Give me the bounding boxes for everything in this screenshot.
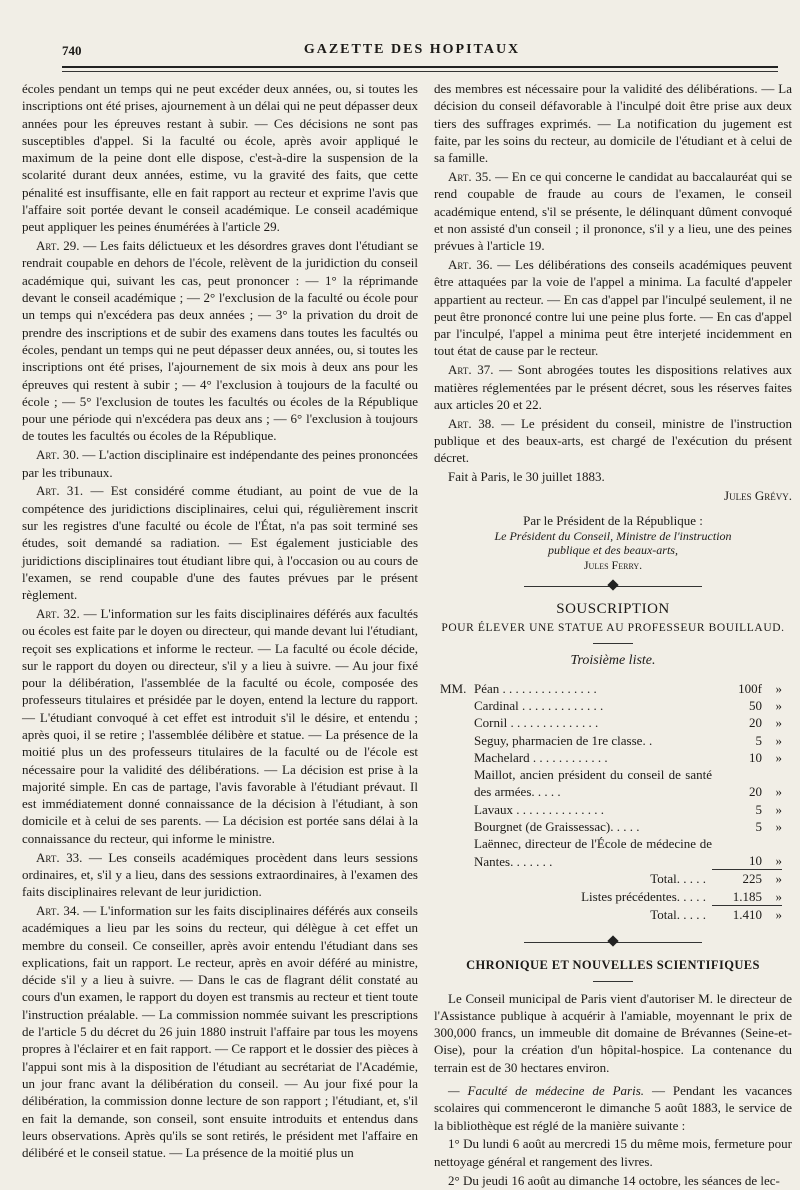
president-signature: Jules Grévy. bbox=[724, 487, 792, 503]
article-label: Art. 37. bbox=[448, 362, 494, 378]
right-column bbox=[434, 80, 792, 1190]
chronicle-paragraph: 2° Du jeudi 16 août au dimanche 14 octobre, les séances de lec- bbox=[448, 1172, 780, 1188]
subscription-table bbox=[440, 680, 782, 924]
short-rule bbox=[593, 643, 633, 644]
amount-mark: » bbox=[775, 784, 782, 800]
header-rule-thick bbox=[62, 66, 778, 68]
minister-title-line: publique et des beaux-arts, bbox=[548, 543, 678, 558]
article-text: — L'action disciplinaire est indépendante des peines prononcées par les tribunaux. bbox=[22, 447, 418, 480]
subscription-row bbox=[440, 766, 782, 801]
minister-title-line: Le Président du Conseil, Ministre de l'instruction bbox=[494, 529, 732, 544]
article-text: écoles pendant un temps qui ne peut excéder deux années, ou, si toutes les inscriptions ont été prises, ajournement à un délai qui ne peut dépasser deux années pour les épreuves restant à subir. — Ces décisions ne sont pas susceptibles d'appel. Si la faculté ou école, après avoir appliqué le maximum de la peine dont elle dispose, c'est-à-dire la suspension de la scolarité durant deux années, estime, vu la gravité des faits, que cette pénalité est insuffisante, elle en fait rapport au recteur et exprime l'avis que l'affaire soit portée devant le conseil académique. Le conseil académique peut appliquer les peines énumérées à l'article 29. bbox=[22, 81, 418, 235]
amount-mark: » bbox=[775, 732, 782, 748]
amount-mark: » bbox=[775, 818, 782, 834]
subscription-row bbox=[440, 835, 782, 870]
minister-signature: Jules Ferry. bbox=[583, 558, 643, 573]
subscription-row bbox=[440, 749, 782, 766]
by-president-line: Par le Président de la République : bbox=[523, 513, 703, 529]
chronicle-paragraph: Le Conseil municipal de Paris vient d'autoriser M. le directeur de l'Assistance publique à acquérir à l'amiable, moyennant le prix de 300,000 francs, un immeuble dit domaine de Brévannes (Seine-et-Oise), pour la création d'un hôpital-hospice. La contenance du terrain est de 30 hectares environ. bbox=[434, 990, 792, 1075]
journal-title: GAZETTE DES HOPITAUX bbox=[303, 42, 521, 57]
article-text: — Les faits délictueux et les désordres graves dont l'étudiant se rendrait coupable en dehors de l'école, relèvent de la juridiction du conseil académique qui, suivant les cas, peut prononcer : — 1° la réprimande devant le conseil académique ; — 2° l'exclusion de la faculté ou école pour un temps qui n'excédera pas deux années ; — 3° la privation du droit de prendre des inscriptions et de subir des examens dans toutes les facultés ou écoles, pendant un temps qui ne peut dépasser deux années, ou, si toutes les inscriptions ont été prises, l'ajournement de six mois à deux ans pour les épreuves qui restent à subir ; — 4° l'exclusion à toujours de la faculté ou école ; — 5° l'exclusion de toutes les facultés ou écoles de la République pour une période qui n'excédera pas deux ans ; — 6° l'exclusion à toujours de toutes les facultés ou écoles de la République. bbox=[22, 238, 418, 444]
subscription-amount: 20 bbox=[749, 715, 762, 731]
decree-paragraph bbox=[434, 168, 792, 254]
subscriber-name: Péan . . . . . . . . . . . . . . . bbox=[474, 680, 597, 696]
subscriber-name: Cornil . . . . . . . . . . . . . . bbox=[474, 715, 599, 731]
subscriber-name: Maillot, ancien président du conseil de santé des armées. . . . . bbox=[474, 767, 712, 800]
total-row: Total. . . . . 225 » bbox=[650, 871, 782, 887]
subscription-amount: 20 bbox=[749, 784, 762, 800]
decree-paragraph bbox=[22, 902, 418, 1161]
article-label: Art. 29. bbox=[36, 238, 80, 254]
page-number: 740 bbox=[62, 43, 82, 58]
left-column bbox=[22, 80, 418, 1163]
amount-mark: » bbox=[775, 801, 782, 817]
decree-dateline: Fait à Paris, le 30 juillet 1883. bbox=[448, 469, 605, 485]
amount-mark: » bbox=[775, 715, 782, 731]
honorific-prefix: MM. bbox=[440, 680, 467, 696]
chronicle-paragraph: 1° Du lundi 6 août au mercredi 15 du même mois, fermeture pour nettoyage général et rangement des livres. bbox=[434, 1136, 792, 1169]
article-label: Art. 38. bbox=[448, 415, 495, 431]
decree-paragraph bbox=[22, 80, 418, 236]
amount-mark: » bbox=[775, 749, 782, 765]
decree-paragraph bbox=[434, 256, 792, 360]
decree-paragraph bbox=[22, 237, 418, 445]
list-title: Troisième liste. bbox=[570, 653, 656, 669]
subscription-heading: SOUSCRIPTION bbox=[556, 600, 670, 617]
article-label: Art. 34. bbox=[36, 902, 80, 918]
subscription-row bbox=[440, 697, 782, 714]
previous-lists-row: Listes précédentes. . . . . 1.185 » bbox=[581, 888, 782, 905]
article-text: — Sont abrogées toutes les dispositions relatives aux matières réglementées par le présent décret, sous les réserves faites aux articles 20 et 22. bbox=[434, 362, 792, 412]
page-header bbox=[62, 40, 762, 62]
article-label: Art. 35. bbox=[448, 168, 492, 184]
subscription-amount: 10 bbox=[749, 749, 762, 765]
decree-paragraph bbox=[22, 849, 418, 901]
article-text: — L'information sur les faits disciplinaires déférés aux conseils académiques a lieu par les soins du recteur, qui délègue à cet effet un membre du conseil. Ce conseiller, après avoir entendu l'étudiant dans ses explications, fait un rapport. Le recteur, après en avoir déféré au ministre, décide s'il y a lieu à suivre. — Dans le cas de flagrant délit constaté au cours d'un examen, le rapport du doyen est transmis au recteur et tient toute l'instruction préalable. — La commission nommée suivant les prescriptions de l'article 5 du décret du 26 juin 1880 instruit l'affaire par tous les moyens propres à l'éclairer et en fait rapport. — Ce rapport et le dossier des pièces à l'appui sont mis à la disposition de l'étudiant au secrétariat de l'Académie, un jour franc avant la délibération du conseil. — Au jour fixé pour la délibération, la commission donne lecture de son rapport ; l'étudiant, et, s'il en fait la demande, son conseil, sont ensuite introduits et entendus dans leurs observations. Après qu'ils se sont retirés, le président met l'affaire en délibéré et le conseil statue. — La présence de la moitié plus un bbox=[22, 902, 418, 1161]
article-text: — Est considéré comme étudiant, au point de vue de la compétence des juridictions disciplinaires, celui qui, régulièrement inscrit sur les registres d'une faculté ou école de l'État, n'a pas soit terminé ses études, soit demandé sa radiation. — Est également justiciable des juridictions disciplinaires tout étudiant libre qui, à l'occasion ou au cours de l'examen, se rend coupable d'une des fautes prévues par le présent règlement. bbox=[22, 483, 418, 603]
decree-paragraph bbox=[434, 361, 792, 413]
amount-mark: » bbox=[775, 697, 782, 713]
subscription-amount: 10 bbox=[749, 853, 762, 869]
chronicle-subhead: — Faculté de médecine de Paris. bbox=[448, 1083, 645, 1099]
article-label: Art. 33. bbox=[36, 849, 83, 865]
header-rule-thin bbox=[62, 71, 778, 72]
subscription-row bbox=[440, 732, 782, 749]
amount-mark: » bbox=[775, 680, 782, 696]
article-text: — Les conseils académiques procèdent dans leurs sessions ordinaires, et, s'il y a lieu, dans des sessions extraordinaires, à l'examen des faits disciplinaires relevant de leur juridiction. bbox=[22, 849, 418, 900]
article-text: — L'information sur les faits disciplinaires déférés aux facultés ou écoles est faite par le doyen ou directeur, qui mande devant lui l'étudiant, reçoit ses explications et informe le recteur. — La faculté ou école décide, sur le rapport du doyen ou directeur, s'il y a lieu à suivre. — Au jour fixé pour la délibération, l'assemblée de la faculté ou école, composée des professeurs titulaires et présidée par le doyen, entend la lecture du rapport. — L'étudiant convoqué à cet effet est introduit s'il le désire, et entendu ; après quoi, il se retire ; l'assemblée délibère et statue. — La présence de la moitié plus un des professeurs titulaires de la faculté ou de l'école est nécessaire pour la validité des délibérations. — La décision est prise à la majorité simple. En cas de partage, l'avis favorable à l'étudiant prévaut. Il est immédiatement donné connaissance de la décision à l'étudiant, à son domicile et à celui de ses parents. — La décision est portée sans délai à la connaissance du recteur, qui informe le ministre. bbox=[22, 605, 419, 846]
subscriber-name: Seguy, pharmacien de 1re classe. . bbox=[474, 732, 653, 748]
subscription-row bbox=[440, 714, 782, 731]
subscription-row bbox=[440, 680, 782, 697]
subscription-subheading: POUR ÉLEVER UNE STATUE AU PROFESSEUR BOUILLAUD. bbox=[441, 622, 785, 635]
article-text: — En ce qui concerne le candidat au baccalauréat qui se rend coupable de fraude au cours de l'examen, le conseil académique entend, s'il se présente, le délinquant dûment convoqué et non assisté d'un conseil ; il prononce, s'il y a lieu, une des peines prévues à l'article 19. bbox=[434, 168, 792, 254]
ornamental-divider bbox=[434, 935, 792, 949]
article-label: Art. 36. bbox=[448, 256, 493, 272]
chronicle-heading: CHRONIQUE ET NOUVELLES SCIENTIFIQUES bbox=[466, 958, 760, 973]
decree-paragraph bbox=[434, 415, 792, 467]
decree-paragraph bbox=[22, 605, 418, 847]
subscription-amount: 100f bbox=[738, 680, 762, 696]
subscriber-name: Laënnec, directeur de l'École de médecine de Nantes. . . . . . . bbox=[474, 836, 712, 869]
subscription-row bbox=[440, 801, 782, 818]
subscriber-name: Machelard . . . . . . . . . . . . bbox=[474, 749, 608, 765]
subscription-amount: 50 bbox=[749, 697, 762, 713]
ornamental-divider bbox=[434, 579, 792, 593]
grand-total-row: Total. . . . . 1.410 » bbox=[650, 906, 782, 922]
subscriber-name: Cardinal . . . . . . . . . . . . . bbox=[474, 697, 604, 713]
decree-paragraph bbox=[22, 446, 418, 481]
amount-mark: » bbox=[775, 853, 782, 869]
short-rule bbox=[593, 981, 633, 982]
subscription-amount: 5 bbox=[755, 818, 762, 834]
article-text: — Les délibérations des conseils académiques peuvent être attaquées par la voie de l'appel a minima. La faculté d'appeler appartient au recteur. — En cas d'appel par l'inculpé seulement, il ne peut être prononcé contre lui une peine plus forte. — En cas d'appel par l'inculpé, l'appel a minima peut être interjeté incidemment en tout état de cause par le recteur. bbox=[434, 256, 792, 359]
chronicle-paragraph bbox=[434, 1082, 792, 1134]
subscriber-name: Bourgnet (de Graissessac). . . . . bbox=[474, 818, 640, 834]
subscription-row bbox=[440, 818, 782, 835]
article-label: Art. 31. bbox=[36, 483, 84, 499]
subscription-amount: 5 bbox=[755, 801, 762, 817]
chronicle-text: — Pendant les vacances scolaires qui commenceront le dimanche 5 août 1883, le service de la bibliothèque est réglé de la manière suivante : bbox=[434, 1083, 793, 1133]
subscription-amount: 5 bbox=[755, 732, 762, 748]
decree-paragraph bbox=[22, 482, 418, 603]
decree-continuation: des membres est nécessaire pour la validité des délibérations. — La décision du conseil défavorable à l'inculpé doit être prise aux deux tiers des suffrages exprimés. — La notification du jugement est faite, par les soins du recteur, au domicile de l'étudiant et à celui de sa famille. bbox=[434, 81, 792, 166]
article-label: Art. 32. bbox=[36, 605, 80, 621]
subscriber-name: Lavaux . . . . . . . . . . . . . . bbox=[474, 801, 604, 817]
article-label: Art. 30. bbox=[36, 447, 80, 463]
article-text: — Le président du conseil, ministre de l'instruction publique et des beaux-arts, est chargé de l'exécution du présent décret. bbox=[434, 415, 792, 466]
